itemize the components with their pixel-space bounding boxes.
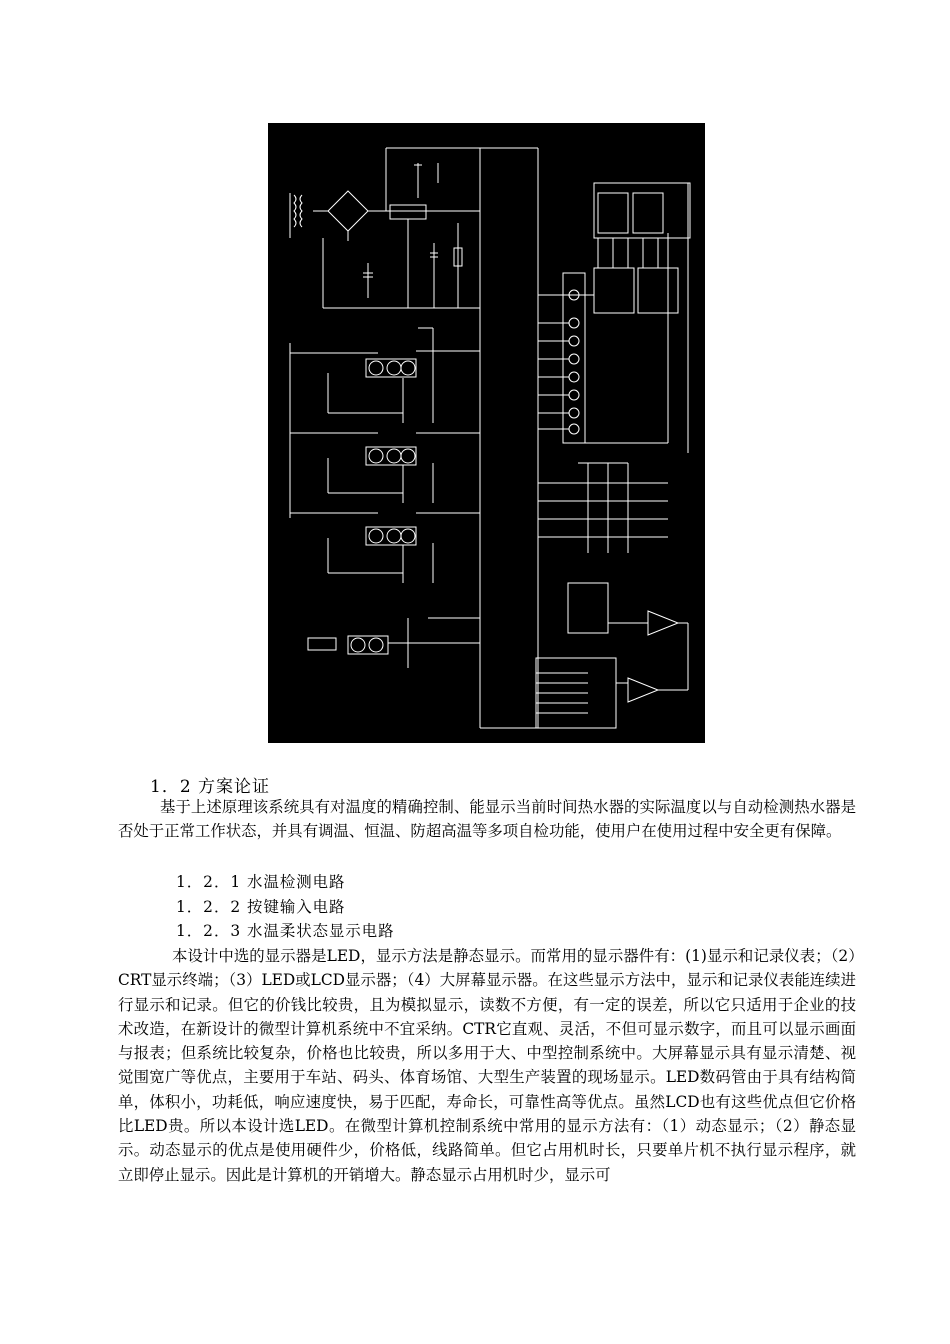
subsection-1: 1．2．1 水温检测电路 <box>176 873 346 891</box>
section-heading: 1．2 方案论证 <box>150 777 271 797</box>
paragraph-intro: 基于上述原理该系统具有对温度的精确控制、能显示当前时间热水器的实际温度以与自动检测热水器是否处于正常工作状态，并具有调温、恒温、防超高温等多项自检功能，使用户在使用过程中安全更有保障。 <box>118 798 856 841</box>
paragraph-display-design: 本设计中选的显示器是LED，显示方法是静态显示。而常用的显示器件有：(1)显示和记录仪表；（2）CRT显示终端；（3）LED或LCD显示器；（4）大屏幕显示器。在这些显示方法中，显示和记录仪表能连续进行显示和记录。但它的价钱比较贵，且为模拟显示，读数不方便，有一定的误差，所以它只适用于企业的技术改造，在新设计的微型计算机系统中不宜采纳。CTR它直观、灵活，不但可显示数字，而且可以显示画面与报表；但系统比较复杂，价格也比较贵，所以多用于大、中型控制系统中。大屏幕显示具有显示清楚、视觉围宽广等优点，主要用于车站、码头、体育场馆、大型生产装置的现场显示。LED数码管由于具有结构简单，体积小，功耗低，响应速度快，易于匹配，寿命长，可靠性高等优点。虽然LCD也有这些优点但它价格比LED贵。所以本设计选LED。在微型计算机控制系统中常用的显示方法有：（1）动态显示；（2）静态显示。动态显示的优点是使用硬件少，价格低，线路简单。但它占用机时长，只要单片机不执行显示程序，就立即停止显示。因此是计算机的开销增大。静态显示占用机时少，显示可 <box>118 947 856 1184</box>
circuit-schematic-figure <box>268 123 705 743</box>
subsection-3: 1．2．3 水温柔状态显示电路 <box>176 922 395 940</box>
subsection-2: 1．2．2 按键输入电路 <box>176 898 346 916</box>
schematic-drawing <box>268 123 705 743</box>
